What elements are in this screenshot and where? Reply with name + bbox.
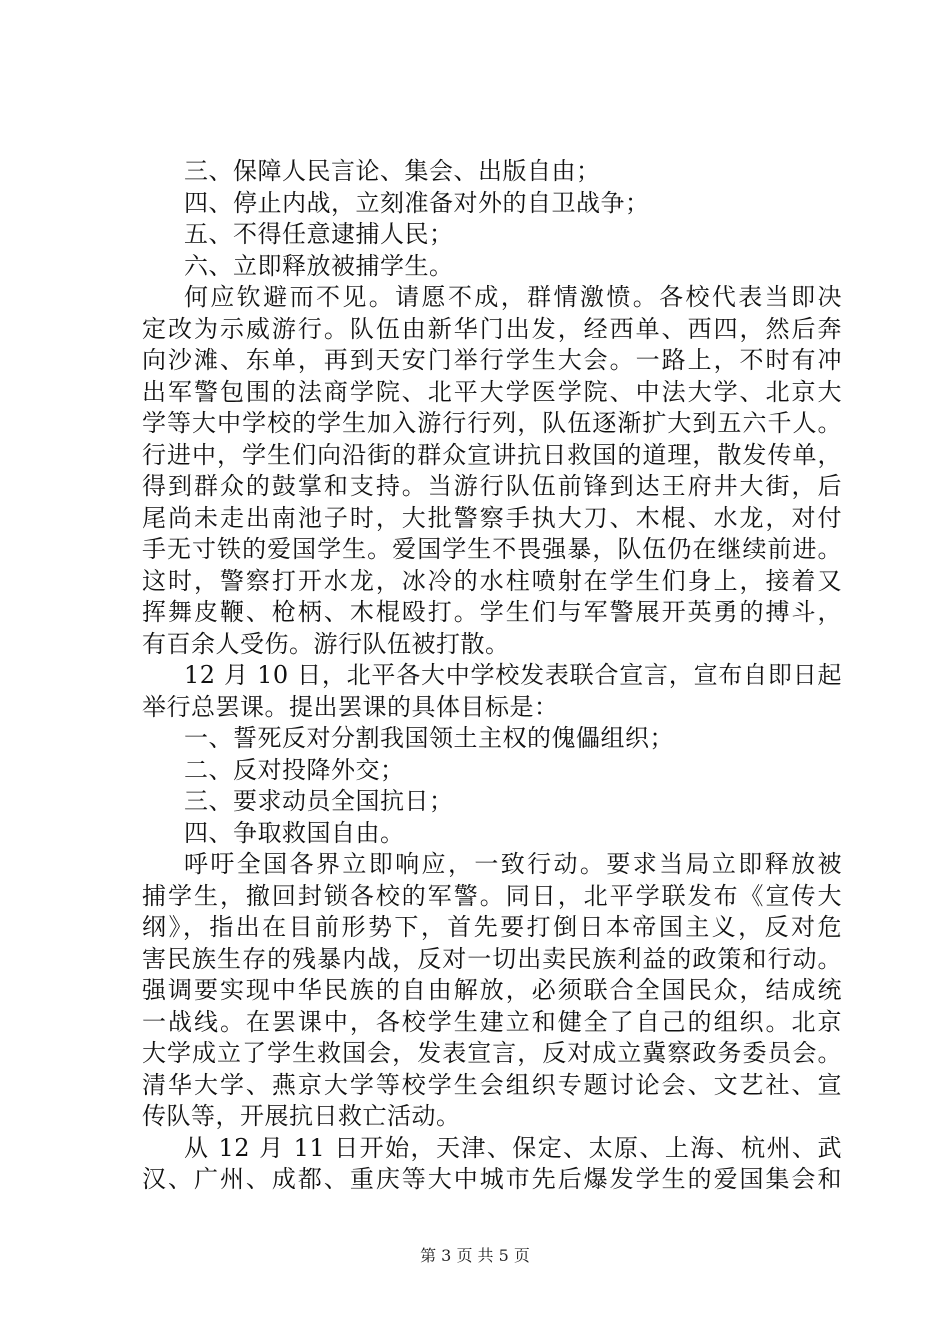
text-line: 定改为示威游行。队伍由新华门出发，经西单、西四，然后奔	[142, 314, 842, 343]
text-line: 行进中，学生们向沿街的群众宣讲抗日救国的道理，散发传单，	[142, 440, 842, 469]
text-line: 传队等，开展抗日救亡活动。	[142, 1102, 461, 1130]
document-body	[142, 156, 842, 1196]
text-line: 得到群众的鼓掌和支持。当游行队伍前锋到达王府井大街，后	[142, 472, 842, 500]
text-line: 一、誓死反对分割我国领土主权的傀儡组织；	[184, 724, 674, 752]
text-line: 挥舞皮鞭、枪柄、木棍殴打。学生们与军警展开英勇的搏斗，	[142, 598, 842, 626]
text-line: 一战线。在罢课中，各校学生建立和健全了自己的组织。北京	[142, 1007, 842, 1036]
text-line: 四、停止内战，立刻准备对外的自卫战争；	[184, 188, 650, 217]
text-line: 纲》，指出在目前形势下，首先要打倒日本帝国主义，反对危	[142, 913, 842, 941]
text-line: 12 月 10 日，北平各大中学校发表联合宣言，宣布自即日起	[184, 661, 842, 689]
text-line: 四、争取救国自由。	[184, 818, 405, 847]
text-line: 三、保障人民言论、集会、出版自由；	[184, 157, 601, 185]
page-number-footer: 第 3 页 共 5 页	[420, 1246, 530, 1265]
text-line: 举行总罢课。提出罢课的具体目标是：	[142, 692, 559, 721]
text-line: 呼吁全国各界立即响应，一致行动。要求当局立即释放被	[184, 850, 842, 878]
text-line: 五、不得任意逮捕人民；	[184, 220, 454, 248]
text-line: 清华大学、燕京大学等校学生会组织专题讨论会、文艺社、宣	[142, 1070, 842, 1099]
text-line: 这时，警察打开水龙，冰冷的水柱喷射在学生们身上，接着又	[142, 566, 842, 595]
text-line: 向沙滩、东单，再到天安门举行学生大会。一路上，不时有冲	[142, 346, 842, 374]
text-line: 学等大中学校的学生加入游行行列，队伍逐渐扩大到五六千人。	[142, 409, 842, 437]
text-line: 有百余人受伤。游行队伍被打散。	[142, 629, 510, 658]
text-line: 出军警包围的法商学院、北平大学医学院、中法大学、北京大	[142, 377, 842, 406]
text-line: 大学成立了学生救国会，发表宣言，反对成立冀察政务委员会。	[142, 1039, 842, 1067]
text-line: 害民族生存的残暴内战，反对一切出卖民族利益的政策和行动。	[142, 944, 842, 973]
text-line: 捕学生，撤回封锁各校的军警。同日，北平学联发布《宣传大	[142, 881, 842, 910]
text-line: 从 12 月 11 日开始，天津、保定、太原、上海、杭州、武	[184, 1133, 842, 1162]
text-line: 三、要求动员全国抗日；	[184, 787, 454, 815]
text-line: 二、反对投降外交；	[184, 755, 405, 784]
text-line: 尾尚未走出南池子时，大批警察手执大刀、木棍、水龙，对付	[142, 503, 842, 532]
text-line: 手无寸铁的爱国学生。爱国学生不畏强暴，队伍仍在继续前进。	[142, 535, 842, 563]
text-line: 何应钦避而不见。请愿不成，群情激愤。各校代表当即决	[184, 283, 842, 311]
text-line: 六、立即释放被捕学生。	[184, 251, 454, 280]
text-line: 汉、广州、成都、重庆等大中城市先后爆发学生的爱国集会和	[142, 1165, 842, 1193]
text-line: 强调要实现中华民族的自由解放，必须联合全国民众，结成统	[142, 976, 842, 1004]
